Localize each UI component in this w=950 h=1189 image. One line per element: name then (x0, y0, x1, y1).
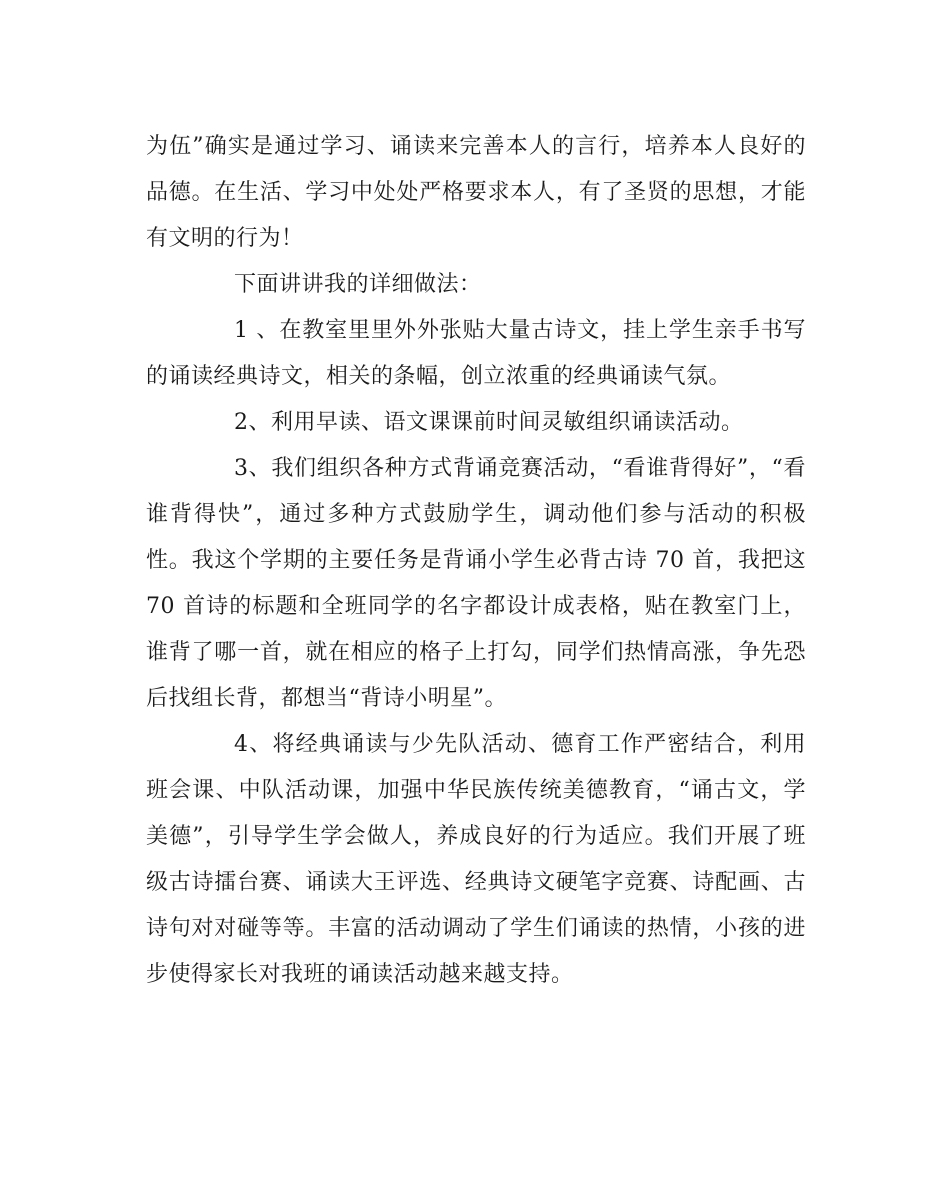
paragraph-method-1: 1 、在教室里里外外张贴大量古诗文，挂上学生亲手书写的诵读经典诗文，相关的条幅，创立浓重的经典诵读气氛。 (146, 318, 806, 389)
paragraph-method-3: 3、我们组织各种方式背诵竞赛活动，“看谁背得好”，“看谁背得快”，通过多种方式鼓励学生，调动他们参与活动的积极性。我这个学期的主要任务是背诵小学生必背古诗 70 首，我把这 70 首诗的标题和全班同学的名字都设计成表格，贴在教室门上，谁背了哪一首，就在相应的格子上打勾，同学们热情高涨，争先恐后找组长背，都想当“背诗小明星”。 (146, 456, 806, 711)
document-body (146, 124, 806, 998)
paragraph-method-4: 4、将经典诵读与少先队活动、德育工作严密结合，利用班会课、中队活动课，加强中华民族传统美德教育，“诵古文，学美德”，引导学生学会做人，养成良好的行为适应。我们开展了班级古诗擂台赛、诵读大王评选、经典诗文硬笔字竞赛、诗配画、古诗句对对碰等等。丰富的活动调动了学生们诵读的热情，小孩的进步使得家长对我班的诵读活动越来越支持。 (146, 732, 806, 987)
paragraph-method-2: 2、利用早读、语文课课前时间灵敏组织诵读活动。 (234, 410, 744, 435)
paragraph-continuation: 为伍”确实是通过学习、诵读来完善本人的言行，培养本人良好的品德。在生活、学习中处处严格要求本人，有了圣贤的思想，才能有文明的行为！ (146, 134, 806, 251)
paragraph-intro-methods: 下面讲讲我的详细做法： (234, 272, 482, 297)
